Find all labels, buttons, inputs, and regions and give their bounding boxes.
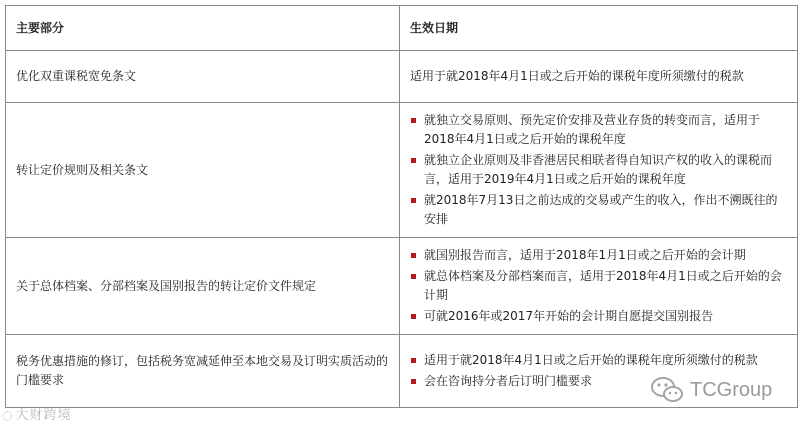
table-header-row — [6, 6, 798, 51]
bullet-item: 适用于就2018年4月1日或之后开始的课税年度所须缴付的税款 — [410, 351, 787, 370]
table-row — [6, 238, 798, 335]
table-row — [6, 51, 798, 103]
chat-bubble-icon: ◌ — [2, 408, 14, 422]
row-effective-list-cell — [400, 238, 798, 335]
row-section-label: 转让定价规则及相关条文 — [6, 103, 400, 238]
bullet-item: 就2018年7月13日之前达成的交易或产生的收入，作出不溯既往的安排 — [410, 191, 787, 229]
effective-dates-table — [5, 5, 798, 408]
row-section-label: 税务优惠措施的修订，包括税务宽减延伸至本地交易及订明实质活动的门槛要求 — [6, 335, 400, 408]
header-main-part: 主要部分 — [6, 6, 400, 51]
bullet-item: 就独立企业原则及非香港居民相联者得自知识产权的收入的课税而言，适用于2019年4月1日或之后开始的课税年度 — [410, 151, 787, 189]
bullet-item: 就独立交易原则、预先定价安排及营业存货的转变而言，适用于2018年4月1日或之后开始的课税年度 — [410, 111, 787, 149]
bullet-item: 可就2016年或2017年开始的会计期自愿提交国别报告 — [410, 307, 787, 326]
table-row — [6, 103, 798, 238]
row-section-label: 优化双重课税宽免条文 — [6, 51, 400, 103]
row-effective-text: 适用于就2018年4月1日或之后开始的课税年度所须缴付的税款 — [400, 51, 798, 103]
bullet-list — [410, 111, 787, 229]
watermark-brand-text: TCGroup — [690, 378, 773, 401]
header-effective-date: 生效日期 — [400, 6, 798, 51]
bullet-item: 就国别报告而言，适用于2018年1月1日或之后开始的会计期 — [410, 246, 787, 265]
bullet-item: 会在咨询持分者后订明门槛要求 — [410, 372, 787, 391]
bullet-item: 就总体档案及分部档案而言，适用于2018年4月1日或之后开始的会计期 — [410, 267, 787, 305]
watermark-right — [650, 376, 772, 404]
watermark-left-text: 大财跨境 — [15, 408, 72, 423]
bullet-list — [410, 246, 787, 326]
row-effective-list-cell — [400, 103, 798, 238]
wechat-icon — [650, 376, 684, 404]
watermark-left — [2, 404, 72, 423]
row-section-label: 关于总体档案、分部档案及国别报告的转让定价文件规定 — [6, 238, 400, 335]
